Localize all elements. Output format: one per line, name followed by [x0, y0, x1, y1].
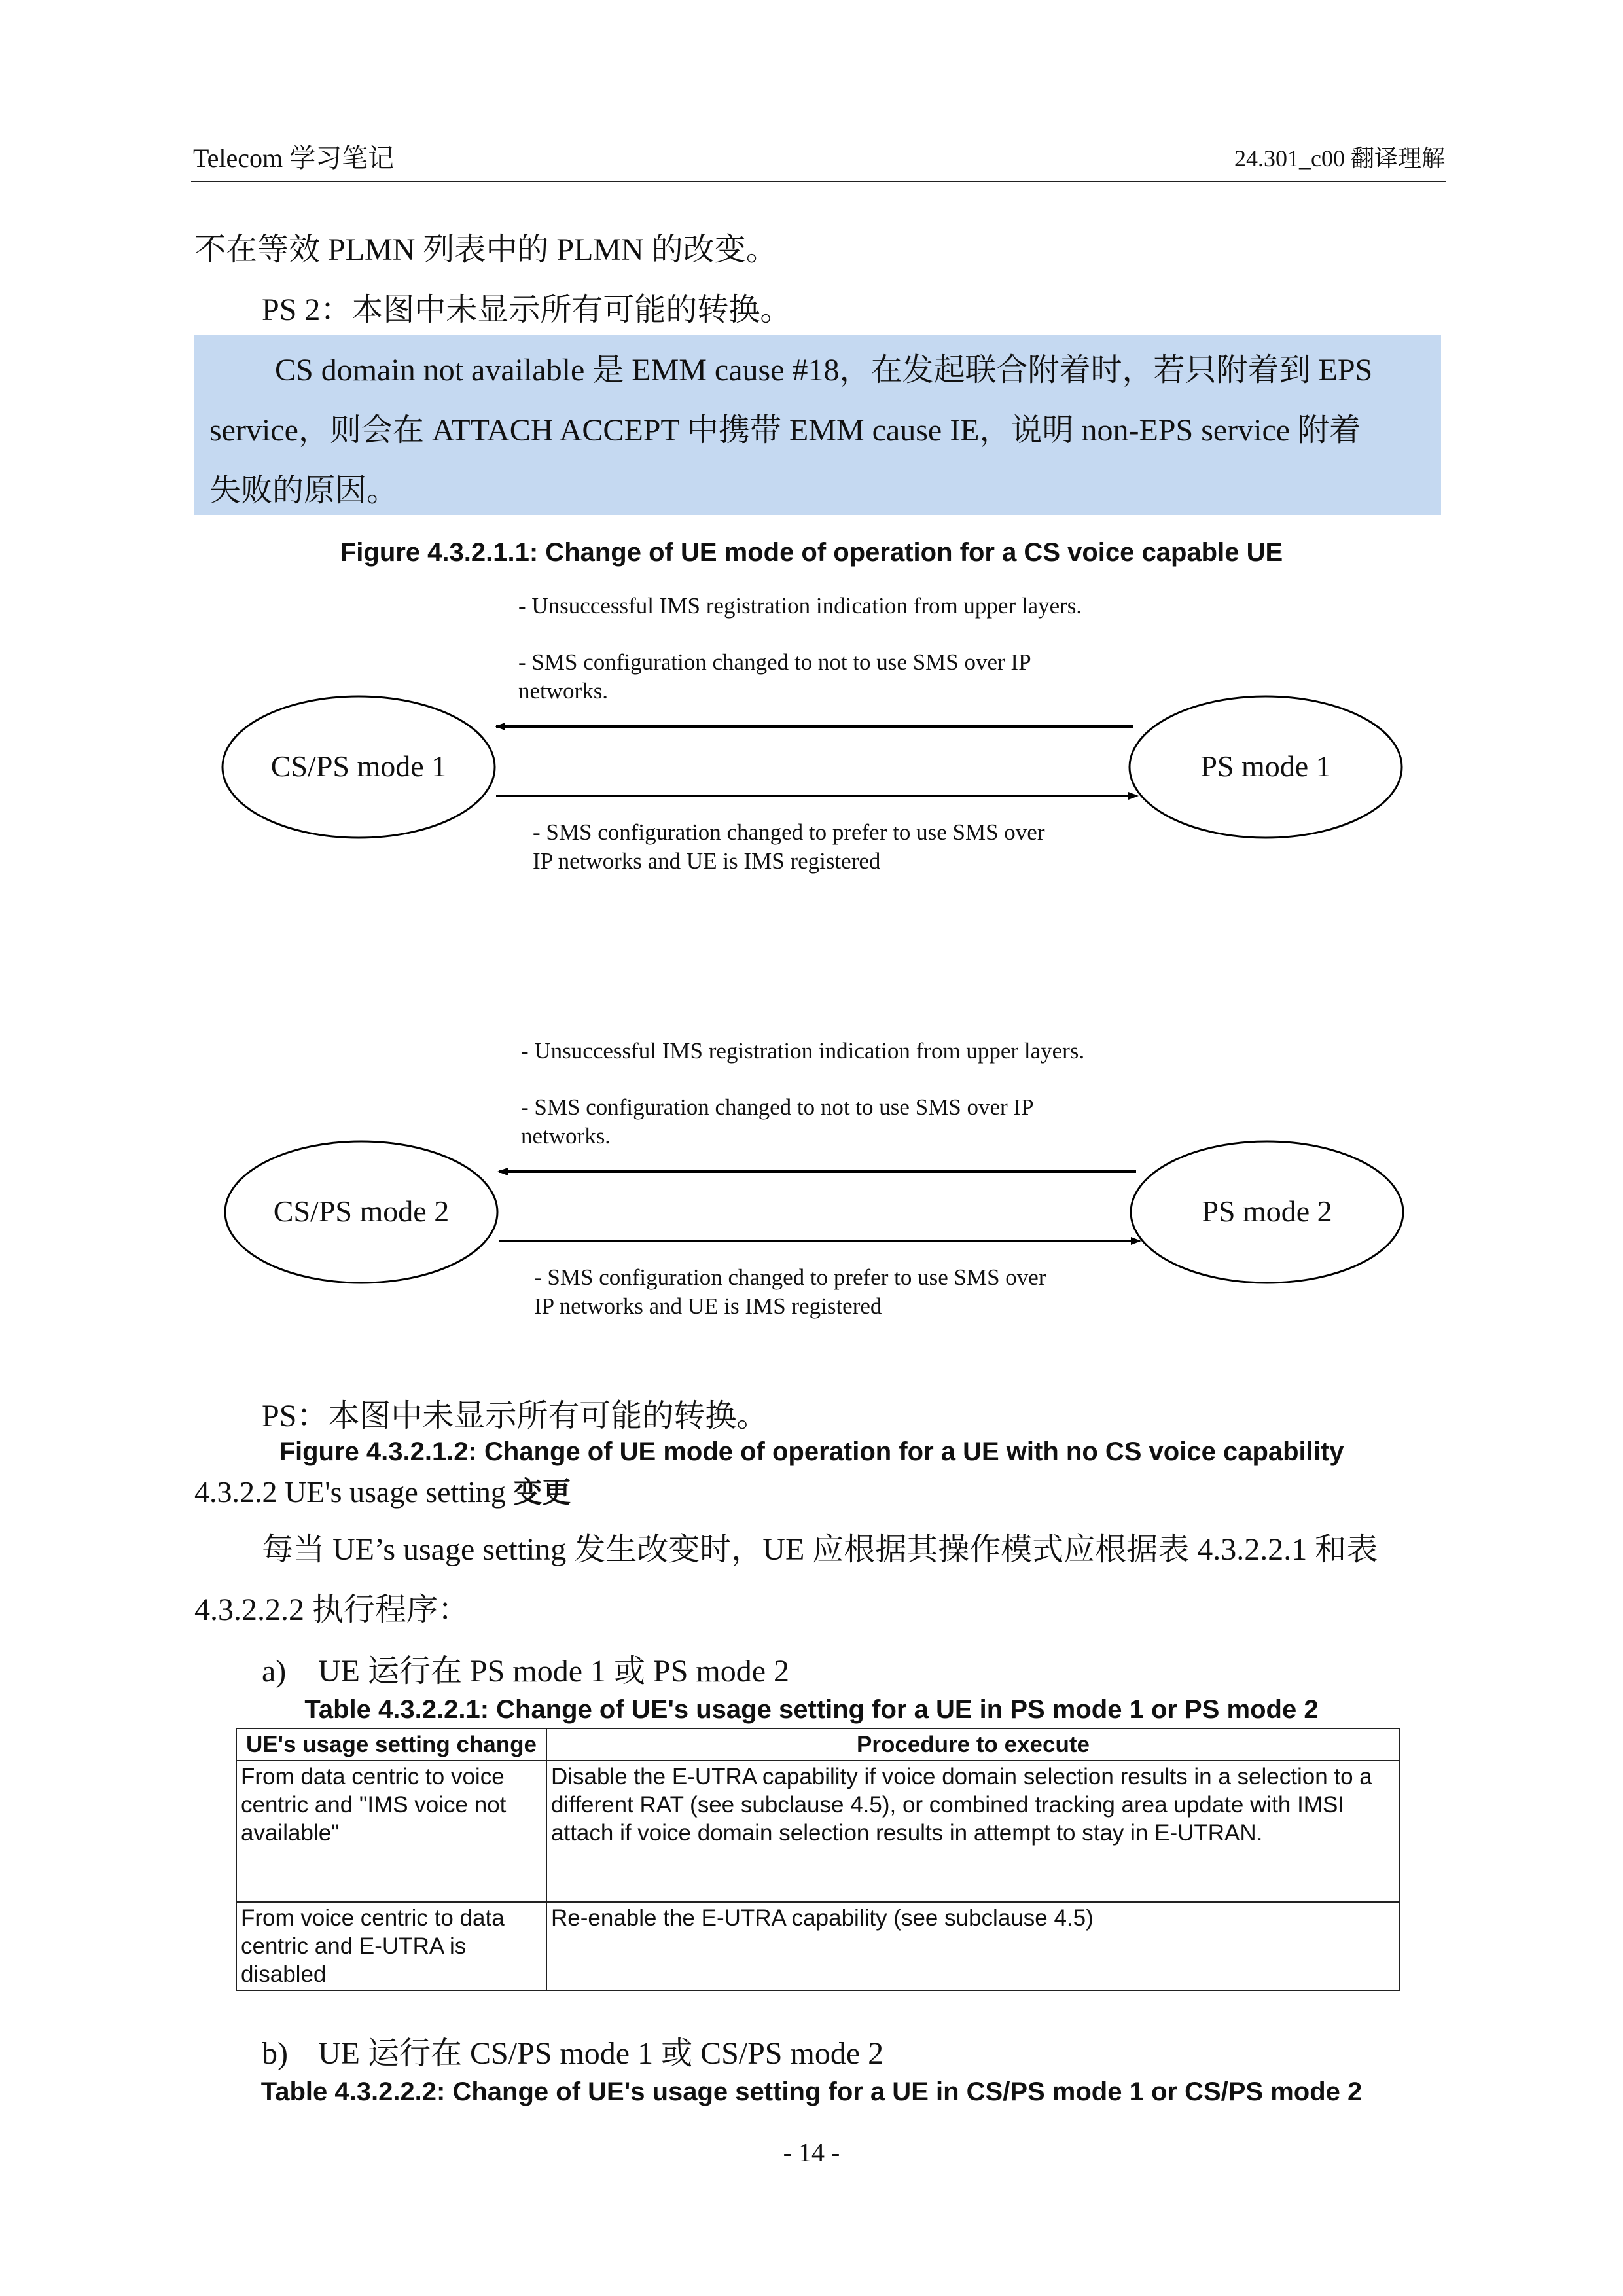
table1-header-row: [236, 1729, 1400, 1761]
figure2-lower-text-b: IP networks and UE is IMS registered: [534, 1293, 882, 1319]
table1-caption: Table 4.3.2.2.1: Change of UE's usage setting for a UE in PS mode 1 or PS mode 2: [304, 1695, 1319, 1724]
list-item-a-label: a): [262, 1654, 287, 1689]
figure2-right-mode-label: PS mode 2: [1202, 1194, 1332, 1228]
note-line-2: service，则会在 ATTACH ACCEPT 中携带 EMM cause IE，说明 non-EPS service 附着: [209, 413, 1361, 448]
note-line-3: 失败的原因。: [209, 473, 399, 508]
figure1-left-mode-label: CS/PS mode 1: [270, 749, 447, 783]
figure2-caption: Figure 4.3.2.1.2: Change of UE mode of operation for a UE with no CS voice capability: [279, 1437, 1344, 1466]
table1-row2-change: From voice centric to data centric and E-UTRA is disabled: [236, 1902, 546, 1990]
page-number: - 14 -: [783, 2138, 840, 2167]
table1-row1-procedure: Disable the E-UTRA capability if voice domain selection results in a selection to a different RAT (see subclause 4.5), or combined tracking area update with IMSI attach if voice domain selection results in attempt to stay in E-UTRAN.: [546, 1761, 1400, 1902]
table1-row1-change: From data centric to voice centric and "IMS voice not available": [236, 1761, 546, 1902]
figure1-upper-text-2b: networks.: [518, 678, 609, 704]
figure1-lower-text-a: - SMS configuration changed to prefer to use SMS over: [533, 819, 1045, 845]
figure1-upper-text-1: - Unsuccessful IMS registration indication from upper layers.: [518, 593, 1082, 619]
note-line-1: CS domain not available 是 EMM cause #18，在发起联合附着时，若只附着到 EPS: [275, 353, 1373, 387]
section-paragraph-line-1: 每当 UE’s usage setting 发生改变时，UE 应根据其操作模式应根据表 4.3.2.2.1 和表: [262, 1532, 1378, 1567]
table-row: [236, 1761, 1400, 1902]
header-right: 24.301_c00 翻译理解: [1234, 145, 1445, 171]
section-paragraph-line-2: 4.3.2.2.2 执行程序：: [194, 1592, 470, 1627]
list-item-b-label: b): [262, 2036, 288, 2071]
list-item-a-text: UE 运行在 PS mode 1 或 PS mode 2: [318, 1654, 790, 1689]
figure1-right-mode-label: PS mode 1: [1200, 749, 1331, 783]
figure1-lower-text-b: IP networks and UE is IMS registered: [533, 848, 881, 874]
figure2-left-mode-label: CS/PS mode 2: [273, 1194, 450, 1228]
table1-header-procedure: Procedure to execute: [546, 1729, 1400, 1761]
section-heading-cn: 变更: [513, 1477, 571, 1509]
table1-header-change: UE's usage setting change: [236, 1729, 546, 1761]
intro-line: 不在等效 PLMN 列表中的 PLMN 的改变。: [194, 232, 777, 267]
figure1-upper-text-2a: - SMS configuration changed to not to use SMS over IP: [518, 649, 1031, 675]
figure2-lower-text-a: - SMS configuration changed to prefer to use SMS over: [534, 1265, 1046, 1290]
table1: [236, 1728, 1400, 1991]
section-heading: [194, 1469, 571, 1511]
header-left: Telecom 学习笔记: [193, 143, 395, 173]
table-row: [236, 1902, 1400, 1990]
intro-ps2-note: PS 2：本图中未显示所有可能的转换。: [262, 293, 792, 327]
table1-row2-procedure: Re-enable the E-UTRA capability (see subclause 4.5): [546, 1902, 1400, 1990]
list-item-b-text: UE 运行在 CS/PS mode 1 或 CS/PS mode 2: [318, 2036, 884, 2071]
figure2-upper-text-2b: networks.: [521, 1123, 611, 1149]
figure2-upper-text-1: - Unsuccessful IMS registration indication from upper layers.: [521, 1038, 1085, 1064]
figure1-caption: Figure 4.3.2.1.1: Change of UE mode of operation for a CS voice capable UE: [340, 538, 1283, 567]
figure2-ps-note: PS：本图中未显示所有可能的转换。: [262, 1399, 768, 1433]
section-heading-number: 4.3.2.2 UE's usage setting: [194, 1475, 506, 1509]
table2-caption: Table 4.3.2.2.2: Change of UE's usage setting for a UE in CS/PS mode 1 or CS/PS mode 2: [260, 2077, 1363, 2106]
figure2-upper-text-2a: - SMS configuration changed to not to use SMS over IP: [521, 1094, 1034, 1120]
